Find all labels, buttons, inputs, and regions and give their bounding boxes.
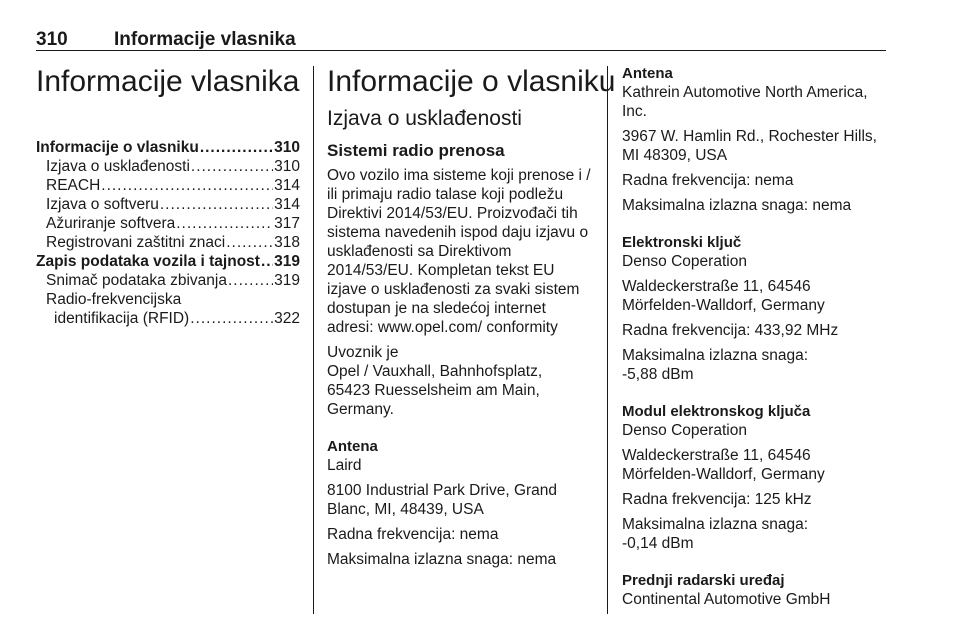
device-label: Antena [622,65,673,82]
content-column-middle [327,64,616,575]
toc-entry[interactable] [36,309,300,328]
toc-entry[interactable] [36,271,300,290]
importer-line: Uvoznik je [327,344,399,361]
toc-entry[interactable] [36,195,300,214]
table-of-contents [36,138,300,328]
operating-frequency: Radna frekvencija: 433,92 MHz [622,322,839,339]
importer-line: Opel / Vauxhall, Bahnhofsplatz, [327,363,543,380]
toc-column [36,64,300,328]
toc-entry-label: identifikacija (RFID) [54,310,190,327]
section-heading: Sistemi radio prenosa [327,141,505,160]
header-title: Informacije vlasnika [114,29,296,50]
toc-entry-label: Izjava o softveru [46,196,159,213]
toc-entry[interactable] [36,233,300,252]
address-line: Mörfelden-Walldorf, Germany [622,297,825,314]
column-divider [313,66,314,614]
column-divider [607,66,608,614]
toc-entry[interactable] [36,138,300,157]
manufacturer-address: 8100 Industrial Park Drive, Grand Blanc, MI, 48439, USA [327,482,558,518]
address-line: Waldeckerstraße 11, 64546 [622,447,811,464]
max-output-power [622,346,890,384]
toc-leader [160,195,273,214]
manufacturer: Laird [327,457,362,474]
max-output-power: Maksimalna izlazna snaga: nema [327,551,557,568]
toc-leader [200,138,273,157]
power-label: Maksimalna izlazna snaga: [622,516,809,533]
toc-entry-page: 314 [274,177,300,194]
max-output-power [622,515,890,553]
operating-frequency: Radna frekvencija: 125 kHz [622,491,812,508]
toc-entry-page: 310 [274,158,300,175]
address-line: Mörfelden-Walldorf, Germany [622,466,825,483]
manufacturer: Kathrein Automotive North America, Inc. [622,84,868,120]
address-line: Waldeckerstraße 11, 64546 [622,278,811,295]
content-column-right [622,64,890,615]
toc-entry-label[interactable]: Radio-frekvencijska [46,291,182,308]
device-label: Prednji radarski uređaj [622,572,785,589]
toc-leader [176,214,273,233]
toc-entry-page: 317 [274,215,300,232]
power-value: -5,88 dBm [622,366,694,383]
manufacturer-address: 3967 W. Hamlin Rd., Rochester Hills, MI 48309, USA [622,128,877,164]
toc-entry-page: 319 [274,253,300,270]
power-value: -0,14 dBm [622,535,694,552]
toc-entry[interactable] [36,214,300,233]
manufacturer-address [622,277,890,315]
toc-entry-label: Izjava o usklađenosti [46,158,190,175]
toc-entry[interactable] [36,157,300,176]
toc-leader [226,233,273,252]
chapter-title: Informacije vlasnika [36,65,300,98]
operating-frequency: Radna frekvencija: nema [622,172,794,189]
manufacturer-address [622,446,890,484]
body-paragraph: Ovo vozilo ima sisteme koji prenose i / ili primaju radio talase koji podležu Direktivi 2014/53/EU. Proizvođači tih sistema navedenih ispod daju izjavu o usklađenosti sa Direktivom 2014/53/EU. Kompletan tekst EU izjave o usklađenosti za svaki sistem dostupan je na sledećoj internet adresi: www.opel.com/ conformity [327,167,591,336]
subsection-title: Izjava o usklađenosti [327,107,522,130]
toc-entry-page: 314 [274,196,300,213]
toc-entry-label: REACH [46,177,101,194]
toc-leader [190,309,273,328]
toc-entry-page: 322 [274,310,300,327]
page-number: 310 [36,29,68,50]
toc-entry-label: Ažuriranje softvera [46,215,176,232]
toc-leader [261,252,273,271]
toc-entry-label: Snimač podataka zbivanja [46,272,227,289]
manufacturer: Denso Coperation [622,253,747,270]
operating-frequency: Radna frekvencija: nema [327,526,499,543]
toc-leader [228,271,273,290]
page-header [36,28,886,51]
importer-paragraph [327,343,593,419]
toc-entry[interactable] [36,176,300,195]
manufacturer: Denso Coperation [622,422,747,439]
device-label: Elektronski ključ [622,234,742,251]
importer-line: 65423 Ruesselsheim am Main, [327,382,540,399]
manufacturer: Continental Automotive GmbH [622,591,831,608]
toc-entry-page: 318 [274,234,300,251]
toc-entry[interactable] [36,252,300,271]
device-label: Modul elektronskog ključa [622,403,811,420]
toc-leader [191,157,273,176]
toc-entry-label: Zapis podataka vozila i tajnost [36,253,260,270]
power-label: Maksimalna izlazna snaga: [622,347,809,364]
toc-entry-page: 310 [274,139,300,156]
max-output-power: Maksimalna izlazna snaga: nema [622,197,852,214]
toc-entry-label: Registrovani zaštitni znaci [46,234,226,251]
toc-entry-label: Informacije o vlasniku [36,139,199,156]
importer-line: Germany. [327,401,394,418]
toc-entry-page: 319 [274,272,300,289]
section-title: Informacije o vlasniku [327,65,616,98]
device-label: Antena [327,438,378,455]
toc-leader [101,176,273,195]
